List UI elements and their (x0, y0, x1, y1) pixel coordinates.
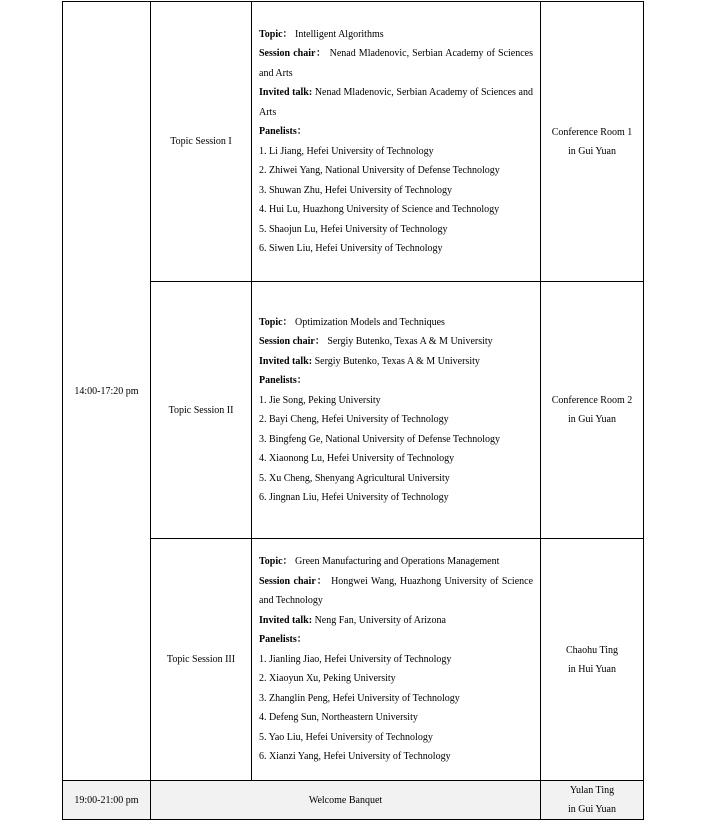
panelist-item: 1. Li Jiang, Hefei University of Technology (259, 145, 434, 157)
chair-line (259, 44, 533, 83)
panelist-item: 2. Zhiwei Yang, National University of Defense Technology (259, 165, 500, 176)
time-cell-afternoon: 14:00-17:20 pm (63, 2, 151, 781)
session-details-2 (252, 282, 541, 539)
panelists-label: Panelists： (259, 634, 307, 646)
room-location: in Gui Yuan (568, 145, 616, 157)
session-name-2: Topic Session II (151, 282, 252, 539)
panelist-item: 5. Yao Liu, Hefei University of Technology (259, 731, 433, 743)
room-cell-banquet (541, 781, 644, 820)
panelist-item: 2. Xiaoyun Xu, Peking University (259, 673, 396, 685)
room-location: in Hui Yuan (568, 663, 616, 675)
panelist-item: 5. Shaojun Lu, Hefei University of Technology (259, 223, 448, 235)
invited-line (259, 83, 533, 122)
panelist-item: 5. Xu Cheng, Shenyang Agricultural University (259, 472, 450, 484)
chair-label: Session chair： (259, 48, 327, 59)
chair-line (259, 572, 533, 611)
panelist-item: 3. Shuwan Zhu, Hefei University of Technology (259, 184, 452, 196)
session-name-1: Topic Session I (151, 2, 252, 282)
topic-line (259, 25, 533, 45)
panelist-item: 4. Defeng Sun, Northeastern University (259, 712, 418, 724)
invited-line (259, 611, 533, 631)
room-name: Chaohu Ting (566, 644, 618, 656)
invited-label: Invited talk: (259, 614, 313, 626)
room-name: Conference Room 1 (551, 126, 633, 138)
session-row-2 (63, 282, 644, 539)
panelist-item: 3. Zhanglin Peng, Hefei University of Technology (259, 692, 460, 704)
invited-value: Neng Fan, University of Arizona (314, 614, 446, 626)
session-details-3 (252, 539, 541, 781)
room-location: in Gui Yuan (568, 804, 616, 815)
room-cell-3 (541, 539, 644, 781)
room-name: Yulan Ting (569, 785, 615, 796)
chair-value: Nenad Mladenovic, Serbian Academy of Sciences and Arts (259, 48, 533, 79)
room-cell-2 (541, 282, 644, 539)
panelist-item: 6. Xianzi Yang, Hefei University of Technology (259, 751, 451, 763)
panelist-item: 6. Jingnan Liu, Hefei University of Technology (259, 492, 449, 503)
panelist-item: 2. Bayi Cheng, Hefei University of Technology (259, 414, 449, 425)
topic-label: Topic： (259, 556, 293, 568)
banquet-event: Welcome Banquet (151, 781, 541, 820)
invited-value: Nenad Mladenovic, Serbian Academy of Sciences and Arts (259, 87, 533, 118)
topic-value: Optimization Models and Techniques (295, 316, 445, 328)
conference-schedule-table (62, 1, 644, 820)
chair-value: Hongwei Wang, Huazhong University of Science and Technology (259, 575, 534, 607)
panelist-item: 1. Jianling Jiao, Hefei University of Technology (259, 653, 452, 665)
panelists-label: Panelists： (259, 375, 307, 386)
topic-line (259, 552, 533, 572)
topic-label: Topic： (259, 316, 293, 328)
banquet-row (63, 781, 644, 820)
room-cell-1 (541, 2, 644, 282)
invited-line (259, 352, 533, 372)
invited-label: Invited talk: (259, 355, 313, 367)
session-details-1 (252, 2, 541, 282)
chair-label: Session chair： (259, 336, 325, 347)
session-row-1 (63, 2, 644, 282)
panelists-label: Panelists： (259, 126, 307, 137)
panelist-item: 6. Siwen Liu, Hefei University of Technology (259, 243, 443, 254)
topic-value: Green Manufacturing and Operations Management (295, 556, 500, 568)
panelist-item: 4. Hui Lu, Huazhong University of Science and Technology (259, 204, 500, 215)
session-name-3: Topic Session III (151, 539, 252, 781)
chair-value: Sergiy Butenko, Texas A & M University (327, 336, 493, 347)
chair-line (259, 332, 533, 352)
invited-value: Sergiy Butenko, Texas A & M University (314, 355, 480, 367)
panelist-item: 4. Xiaonong Lu, Hefei University of Technology (259, 453, 455, 464)
time-cell-evening: 19:00-21:00 pm (63, 781, 151, 820)
topic-value: Intelligent Algorithms (295, 28, 384, 40)
room-location: in Gui Yuan (568, 414, 616, 425)
session-row-3 (63, 539, 644, 781)
panelist-item: 1. Jie Song, Peking University (259, 394, 381, 406)
room-name: Conference Room 2 (551, 395, 633, 406)
panelist-item: 3. Bingfeng Ge, National University of Defense Technology (259, 433, 501, 445)
topic-label: Topic： (259, 28, 293, 40)
chair-label: Session chair： (259, 575, 328, 587)
invited-label: Invited talk: (259, 87, 313, 98)
topic-line (259, 313, 533, 333)
